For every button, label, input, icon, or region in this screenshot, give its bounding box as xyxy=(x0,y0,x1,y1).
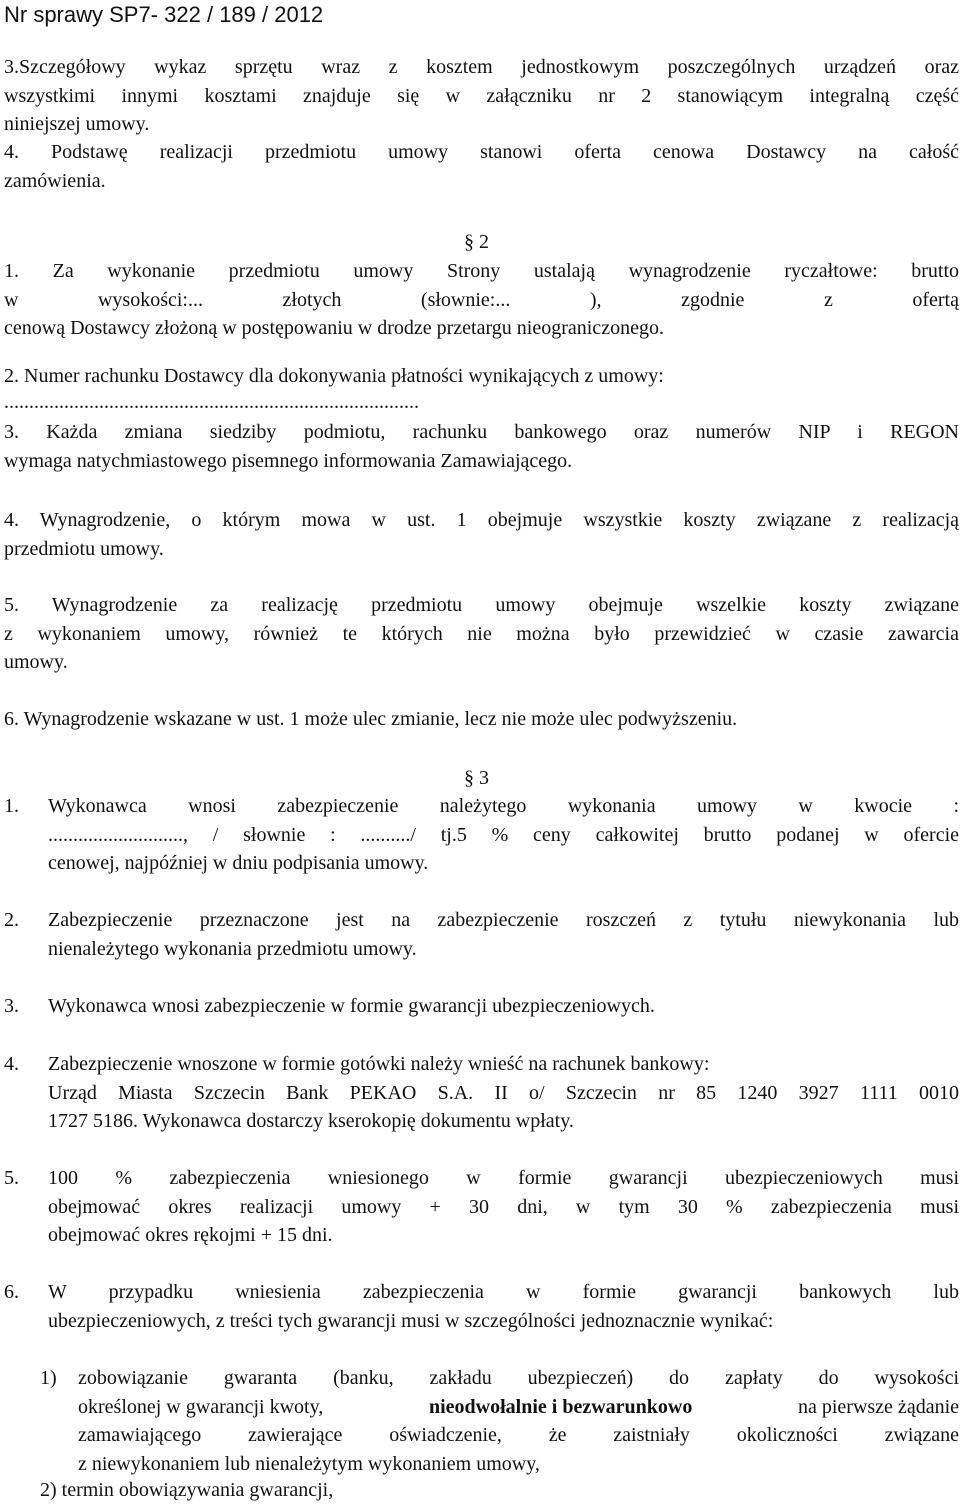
paragraph-line: wszystkimi innymi kosztami znajduje się w załączniku nr 2 stanowiącym integralną część xyxy=(4,84,959,107)
section-3-point-4 xyxy=(48,1050,959,1136)
paragraph-line: z wykonaniem umowy, również te których nie można było przewidzieć w czasie zawarcia xyxy=(4,622,959,645)
paragraph-line: 1727 5186. Wykonawca dostarczy kserokopię dokumentu wpłaty. xyxy=(48,1110,574,1132)
paragraph-line: ..........................., / słownie : ........../ tj.5 % ceny całkowitej brutto podanej w ofercie xyxy=(48,823,959,846)
paragraph-line: zamówienia. xyxy=(4,169,106,192)
paragraph-line: W przypadku wniesienia zabezpieczenia w formie gwarancji bankowych lub xyxy=(48,1281,959,1303)
paragraph-line: Wykonawca wnosi zabezpieczenie w formie gwarancji ubezpieczeniowych. xyxy=(48,995,655,1017)
paragraph-line: obejmować okres realizacji umowy + 30 dni, w tym 30 % zabezpieczenia musi xyxy=(48,1195,959,1218)
section-2-point-6 xyxy=(4,705,959,734)
paragraph-line: 3. Każda zmiana siedziby podmiotu, rachunku bankowego oraz numerów NIP i REGON xyxy=(4,421,959,443)
paragraph-line: 4. Wynagrodzenie, o którym mowa w ust. 1 obejmuje wszystkie koszty związane z realizacją xyxy=(4,509,959,531)
sub-item-number: 1) xyxy=(40,1367,57,1389)
paragraph-line xyxy=(78,1393,959,1422)
section-heading-2: § 2 xyxy=(464,231,489,253)
paragraph-line: wymaga natychmiastowego pisemnego informowania Zamawiającego. xyxy=(4,449,573,472)
paragraph-line: 2. Numer rachunku Dostawcy dla dokonywania płatności wynikających z umowy: xyxy=(4,365,664,387)
section-3-point-3 xyxy=(48,992,959,1021)
account-number-placeholder: ................................................................................... xyxy=(4,390,419,413)
text-segment: na pierwsze żądanie xyxy=(797,1395,959,1418)
paragraph-line: 3.Szczegółowy wykaz sprzętu wraz z kosztem jednostkowym poszczególnych urządzeń oraz xyxy=(4,56,959,78)
item-number: 5. xyxy=(4,1167,19,1189)
paragraph-line: zobowiązanie gwaranta (banku, zakładu ubezpieczeń) do zapłaty do wysokości xyxy=(78,1367,959,1389)
paragraph-line: nienależytego wykonania przedmiotu umowy. xyxy=(48,937,417,960)
paragraph-line: 2) termin obowiązywania gwarancji, xyxy=(40,1479,334,1501)
item-number: 1. xyxy=(4,795,19,817)
paragraph-line: 4. Podstawę realizacji przedmiotu umowy stanowi oferta cenowa Dostawcy na całość xyxy=(4,141,959,163)
section-2-point-3 xyxy=(4,418,959,475)
paragraph-line: ubezpieczeniowych, z treści tych gwarancji musi w szczególności jednoznacznie wynikać: xyxy=(48,1309,774,1332)
section-3-point-6 xyxy=(48,1278,959,1335)
paragraph-4 xyxy=(4,138,959,195)
paragraph-line: Urząd Miasta Szczecin Bank PEKAO S.A. II o/ Szczecin nr 85 1240 3927 1111 0010 xyxy=(48,1081,959,1104)
item-number: 6. xyxy=(4,1281,19,1303)
paragraph-line: 6. Wynagrodzenie wskazane w ust. 1 może ulec zmianie, lecz nie może ulec podwyższeniu. xyxy=(4,708,738,730)
section-3-point-1 xyxy=(48,792,959,878)
sub-item-2 xyxy=(40,1476,940,1505)
case-number-header: Nr sprawy SP7- 322 / 189 / 2012 xyxy=(4,2,324,27)
paragraph-line: Zabezpieczenie przeznaczone jest na zabezpieczenie roszczeń z tytułu niewykonania lub xyxy=(48,909,959,931)
text-segment: określonej w gwarancji kwoty, xyxy=(78,1395,324,1418)
paragraph-3 xyxy=(4,53,959,139)
item-number: 3. xyxy=(4,995,19,1017)
paragraph-line: z niewykonaniem lub nienależytym wykonaniem umowy, xyxy=(78,1452,540,1475)
sub-item-1 xyxy=(78,1364,959,1478)
section-2-point-5 xyxy=(4,591,959,677)
section-2-point-1 xyxy=(4,257,959,343)
paragraph-line: Zabezpieczenie wnoszone w formie gotówki należy wnieść na rachunek bankowy: xyxy=(48,1053,710,1075)
section-2-point-4 xyxy=(4,506,959,563)
paragraph-line: cenowej, najpóźniej w dniu podpisania umowy. xyxy=(48,852,429,874)
paragraph-line: 1. Za wykonanie przedmiotu umowy Strony ustalają wynagrodzenie ryczałtowe: brutto xyxy=(4,260,959,282)
paragraph-line: obejmować okres rękojmi + 15 dni. xyxy=(48,1224,333,1246)
paragraph-line: Wykonawca wnosi zabezpieczenie należytego wykonania umowy w kwocie : xyxy=(48,795,959,817)
section-3-point-2 xyxy=(48,906,959,963)
paragraph-line: 5. Wynagrodzenie za realizację przedmiotu umowy obejmuje wszelkie koszty związane xyxy=(4,594,959,616)
paragraph-line: przedmiotu umowy. xyxy=(4,537,164,560)
paragraph-line: cenową Dostawcy złożoną w postępowaniu w drodze przetargu nieograniczonego. xyxy=(4,317,664,339)
paragraph-line: umowy. xyxy=(4,651,68,673)
item-number: 2. xyxy=(4,909,19,931)
item-number: 4. xyxy=(4,1053,19,1075)
paragraph-line: niniejszej umowy. xyxy=(4,113,150,135)
section-2-point-2 xyxy=(4,362,959,413)
section-heading-3: § 3 xyxy=(464,767,489,789)
paragraph-line: 100 % zabezpieczenia wniesionego w formie gwarancji ubezpieczeniowych musi xyxy=(48,1167,959,1189)
emphasis-text: nieodwołalnie i bezwarunkowo xyxy=(428,1395,693,1418)
section-3-point-5 xyxy=(48,1164,959,1250)
paragraph-line: w wysokości:... złotych (słownie:... ), zgodnie z ofertą xyxy=(4,288,959,311)
paragraph-line: zamawiającego zawierające oświadczenie, że zaistniały okoliczności związane xyxy=(78,1424,959,1446)
